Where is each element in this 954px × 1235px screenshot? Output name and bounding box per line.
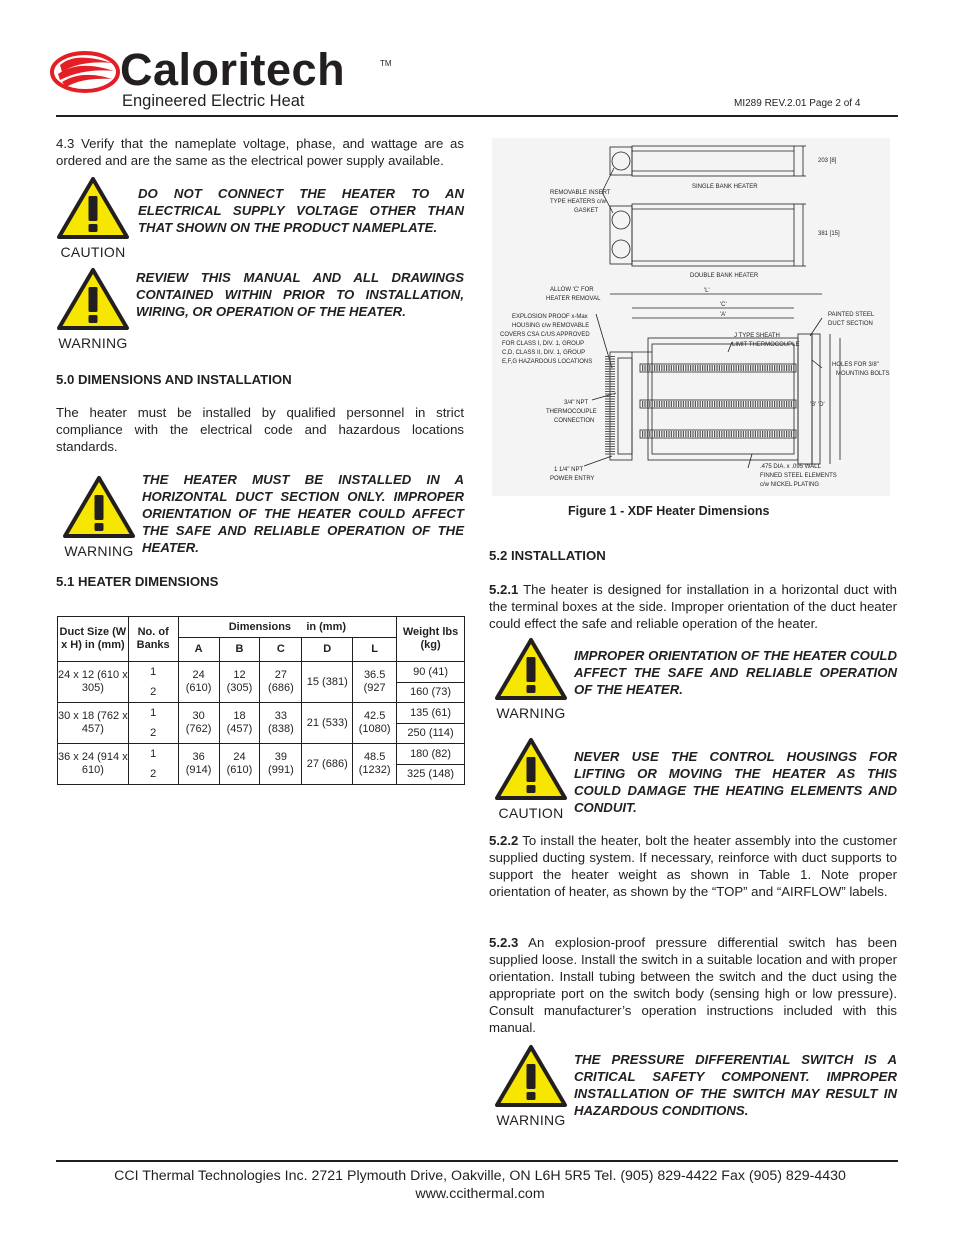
cell-dim-l: 42.5 (1080): [353, 703, 397, 744]
warning-text: REVIEW THIS MANUAL AND ALL DRAWINGS CONTAINED WITHIN PRIOR TO INSTALLATION, WIRING, OR OPERATION OF THE HEATER.: [136, 270, 464, 319]
label-elem-plating: c/w NICKEL PLATING: [760, 482, 820, 488]
cell-weight: 135 (61): [397, 703, 465, 724]
footer-website-link[interactable]: www.ccithermal.com: [415, 1186, 545, 1202]
label-power-npt: 1 1/4" NPT: [554, 467, 584, 473]
paragraph-4-3: 4.3 Verify that the nameplate voltage, phase, and wattage are as ordered and are the same as the electrical power supply available.: [56, 136, 464, 168]
label-xp-5: C,D, CLASS II, DIV. 1, GROUP: [502, 350, 586, 356]
warning-triangle-icon: [494, 636, 568, 702]
cell-dim-a: 24 (610): [178, 662, 219, 703]
paragraph-number: 5.2.2: [489, 833, 519, 848]
label-removable-insert: REMOVABLE INSERT: [550, 190, 611, 196]
figure-caption: Figure 1 - XDF Heater Dimensions: [568, 504, 770, 518]
footer: [56, 1167, 904, 1203]
header-dimensions: Dimensions in (mm): [178, 617, 396, 638]
caution-label: CAUTION: [60, 244, 126, 260]
warning-text: THE HEATER MUST BE INSTALLED IN A HORIZONTAL DUCT SECTION ONLY. IMPROPER ORIENTATION OF THE HEATER COULD AFFECT THE SAFE AND RELIABLE OPERATION OF THE HEATER.: [142, 472, 464, 555]
paragraph-5-2-2: [489, 832, 897, 900]
label-dim-a: 'A': [720, 312, 727, 318]
cell-dim-c: 39 (991): [260, 744, 302, 785]
cell-dim-d: 21 (533): [302, 703, 353, 744]
cell-banks: 1: [128, 744, 178, 765]
header-banks: No. of Banks: [128, 617, 178, 662]
header-weight: Weight lbs (kg): [397, 617, 465, 662]
caution-text: NEVER USE THE CONTROL HOUSINGS FOR LIFTING OR MOVING THE HEATER AS THIS COULD DAMAGE THE HEATING ELEMENTS AND CONDUIT.: [574, 749, 897, 815]
cell-duct: 30 x 18 (762 x 457): [58, 703, 129, 744]
header-dim-l: L: [353, 638, 397, 662]
cell-dim-a: 30 (762): [178, 703, 219, 744]
cell-dim-d: 27 (686): [302, 744, 353, 785]
caution-label: CAUTION: [498, 805, 564, 821]
label-mounting-bolts: MOUNTING BOLTS: [836, 371, 890, 377]
warning-label: WARNING: [496, 705, 566, 721]
warning-sign: [56, 266, 130, 351]
label-single-bank: SINGLE BANK HEATER: [692, 184, 758, 190]
tagline: Engineered Electric Heat: [122, 92, 305, 110]
table-row: [58, 662, 465, 683]
paragraph-text: The heater is designed for installation in a horizontal duct with the terminal boxes at the side. Improper orientation of the duct heater could effect the safe and reliable operation of the heater.: [489, 582, 897, 631]
label-dim-top: 203 [8]: [818, 158, 837, 164]
label-xp-4: FOR CLASS I, DIV. 1, GROUP: [502, 341, 585, 347]
label-j-type: J TYPE SHEATH: [734, 333, 780, 339]
cell-dim-a: 36 (914): [178, 744, 219, 785]
header-dim-c: C: [260, 638, 302, 662]
label-allow-c: ALLOW 'C' FOR: [550, 287, 594, 293]
label-thermocouple: THERMOCOUPLE: [546, 409, 597, 415]
cell-dim-b: 18 (457): [219, 703, 260, 744]
warning-text: IMPROPER ORIENTATION OF THE HEATER COULD AFFECT THE SAFE AND RELIABLE OPERATION OF THE HEATER.: [574, 648, 897, 697]
xdf-heater-drawing: [492, 138, 890, 496]
trademark: TM: [380, 59, 392, 68]
warning-triangle-icon: [494, 1043, 568, 1109]
label-xp-1: EXPLOSION PROOF x-Max: [512, 314, 588, 320]
cell-weight: 160 (73): [397, 683, 465, 703]
paragraph-text: An explosion-proof pressure differential switch has been supplied loose. Install the switch in a suitable location and with proper orientation. Install tubing between the switch and the duct using the appropriate port on the switch body (sensing high or low pressure). Consult manufacturer’s operation instructions included with this manual.: [489, 935, 897, 1035]
paragraph-5-2-1: [489, 581, 897, 632]
label-elem-finned: FINNED STEEL ELEMENTS: [760, 473, 837, 479]
paragraph-5-2-3: [489, 934, 897, 1036]
cell-weight: 90 (41): [397, 662, 465, 683]
cell-dim-b: 24 (610): [219, 744, 260, 785]
warning-sign: [494, 1043, 568, 1128]
label-heater-removal: HEATER REMOVAL: [546, 296, 601, 302]
label-type-heaters: TYPE HEATERS c/w: [550, 199, 606, 205]
footer-address: CCI Thermal Technologies Inc. 2721 Plymouth Drive, Oakville, ON L6H 5R5 Tel. (905) 829-4422 Fax (905) 829-4430: [114, 1168, 846, 1184]
label-gasket: GASKET: [574, 208, 599, 214]
paragraph-number: 5.2.3: [489, 935, 519, 950]
cell-banks: 1: [128, 662, 178, 683]
label-dim-mid: 381 [15]: [818, 231, 840, 237]
caution-sign: [56, 175, 130, 260]
doc-reference: MI289 REV.2.01 Page 2 of 4: [734, 98, 861, 109]
warning-sign: [494, 636, 568, 721]
label-dim-bd: 'B' 'D': [810, 402, 825, 408]
cell-duct: 36 x 24 (914 x 610): [58, 744, 129, 785]
warning-triangle-icon: [494, 736, 568, 802]
cell-banks: 2: [128, 765, 178, 785]
warning-label: WARNING: [64, 543, 134, 559]
dimensions-table: [57, 616, 465, 785]
cell-dim-b: 12 (305): [219, 662, 260, 703]
label-painted-steel: PAINTED STEEL: [828, 312, 875, 318]
cell-dim-c: 27 (686): [260, 662, 302, 703]
section-heading-5-2: 5.2 INSTALLATION: [489, 548, 606, 563]
warning-triangle-icon: [62, 474, 136, 540]
cell-weight: 180 (82): [397, 744, 465, 765]
table-row: [58, 744, 465, 765]
header-rule: [56, 115, 898, 117]
header-dim-d: D: [302, 638, 353, 662]
footer-rule: [56, 1160, 898, 1162]
paragraph-text: To install the heater, bolt the heater assembly into the customer supplied ducting system. If necessary, reinforce with duct supports to support the heater weight as shown in Table 1. Note proper orientation of heater, as shown by the “TOP” and “AIRFLOW” labels.: [489, 833, 897, 899]
header-duct-size: Duct Size (W x H) in (mm): [58, 617, 129, 662]
cell-dim-l: 36.5 (927: [353, 662, 397, 703]
label-xp-2: HOUSING c/w REMOVABLE: [512, 323, 590, 329]
header-dim-b: B: [219, 638, 260, 662]
cell-weight: 325 (148): [397, 765, 465, 785]
label-double-bank: DOUBLE BANK HEATER: [690, 273, 759, 279]
label-limit-thermocouple: LIMIT THERMOCOUPLE: [732, 342, 800, 348]
label-connection: CONNECTION: [554, 418, 595, 424]
cell-dim-d: 15 (381): [302, 662, 353, 703]
warning-sign: [62, 474, 136, 559]
caution-text: DO NOT CONNECT THE HEATER TO AN ELECTRICAL SUPPLY VOLTAGE OTHER THAN THAT SHOWN ON THE PRODUCT NAMEPLATE.: [138, 186, 464, 235]
cell-banks: 2: [128, 683, 178, 703]
warning-label: WARNING: [496, 1112, 566, 1128]
cell-dim-c: 33 (838): [260, 703, 302, 744]
cell-banks: 2: [128, 724, 178, 744]
caution-sign: [494, 736, 568, 821]
header-dim-a: A: [178, 638, 219, 662]
section-heading-5-0: 5.0 DIMENSIONS AND INSTALLATION: [56, 372, 292, 387]
cell-duct: 24 x 12 (610 x 305): [58, 662, 129, 703]
label-holes: HOLES FOR 3/8": [832, 362, 879, 368]
paragraph-5-0: The heater must be installed by qualified personnel in strict compliance with the electrical code and hazardous locations standards.: [56, 405, 464, 454]
label-duct-section: DUCT SECTION: [828, 321, 873, 327]
label-elem-dia: .475 DIA. x .095 WALL: [760, 464, 821, 470]
warning-triangle-icon: [56, 266, 130, 332]
label-power-entry: POWER ENTRY: [550, 476, 595, 482]
section-heading-5-1: 5.1 HEATER DIMENSIONS: [56, 574, 219, 589]
cell-weight: 250 (114): [397, 724, 465, 744]
label-dim-l: 'L': [704, 288, 710, 294]
paragraph-number: 5.2.1: [489, 582, 519, 597]
label-xp-3: COVERS CSA C/US APPROVED: [500, 332, 590, 338]
cell-dim-l: 48.5 (1232): [353, 744, 397, 785]
caloritech-logo-icon: [48, 48, 124, 98]
warning-label: WARNING: [58, 335, 128, 351]
label-dim-c: 'C': [720, 302, 727, 308]
table-row: [58, 703, 465, 724]
warning-triangle-icon: [56, 175, 130, 241]
warning-text: THE PRESSURE DIFFERENTIAL SWITCH IS A CRITICAL SAFETY COMPONENT. IMPROPER INSTALLATION OF THE SWITCH MAY RESULT IN HAZARDOUS CONDITIONS.: [574, 1052, 897, 1118]
cell-banks: 1: [128, 703, 178, 724]
brand-name: Caloritech: [120, 44, 346, 95]
label-xp-6: E,F,G HAZARDOUS LOCATIONS: [502, 359, 593, 365]
label-tc-npt: 3/4" NPT: [564, 400, 589, 406]
